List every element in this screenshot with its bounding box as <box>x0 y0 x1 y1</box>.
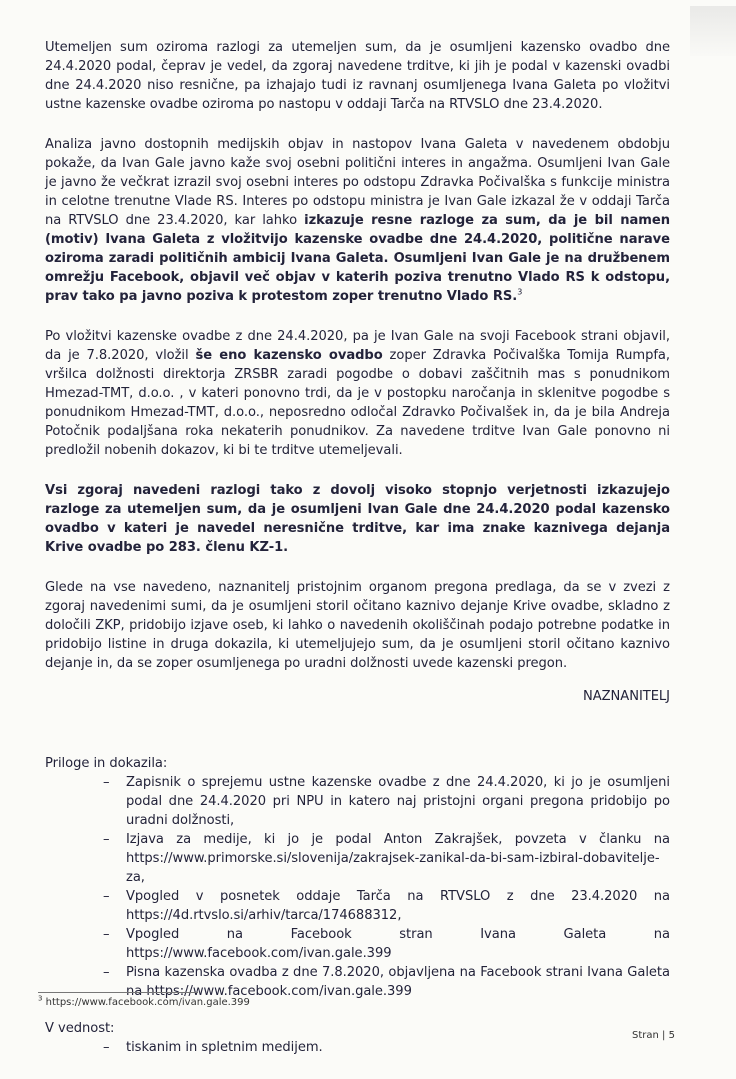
footnote-ref-3[interactable]: 3 <box>517 287 523 297</box>
paragraph-2 <box>45 135 670 306</box>
paragraph-2-text: Analiza javno dostopnih medijskih objav in nastopov Ivana Galeta v navedenem obdobju pokaže, da Ivan Gale javno kaže svoj osebni politični interes in angažma. Osumljeni Ivan Gale je javno že večkrat izrazil svoj osebni interes po odstopu Zdravka Počivalška s funkcije ministra in celotne trenutne Vlade RS. Interes po odstopu ministra je Ivan Gale izkazal že v oddaji Tarča na RTVSLO dne 23.4.2020, kar lahko <box>45 137 670 228</box>
paragraph-3-bold: še eno kazensko ovadbo <box>195 348 383 363</box>
attachment-text: Vpogled v posnetek oddaje Tarča na RTVSLO z dne 23.4.2020 na https://4d.rtvslo.si/arhiv/tarca/174688312, <box>126 889 670 923</box>
footnote-link[interactable]: https://www.facebook.com/ivan.gale.399 <box>45 997 250 1008</box>
paragraph-4-bold: Vsi zgoraj navedeni razlogi tako z dovolj visoko stopnjo verjetnosti izkazujejo razloge za utemeljen sum, da je osumljeni Ivan Gale dne 24.4.2020 podal kazensko ovadbo v kateri je navedel neresnične trditve, kar ima znake kaznivega dejanja Krive ovadbe po 283. členu KZ-1. <box>45 483 670 555</box>
attachment-text: Zapisnik o sprejemu ustne kazenske ovadbe z dne 24.4.2020, ki jo je osumljeni podal dne 24.4.2020 pri NPU in katero naj pristojni organi pregona pridobijo po uradni dolžnosti, <box>126 775 670 828</box>
attachment-item <box>45 925 670 963</box>
footnote-3 <box>38 994 250 1008</box>
dash-bullet: – <box>103 889 110 904</box>
attachment-text: Vpogled na Facebook stran Ivana Galeta na https://www.facebook.com/ivan.gale.399 <box>126 927 670 961</box>
cc-item <box>45 1038 670 1057</box>
attachment-item <box>45 887 670 925</box>
cc-list <box>45 1038 670 1057</box>
dash-bullet: – <box>103 927 110 942</box>
signature-label: NAZNANITELJ <box>582 689 670 704</box>
attachment-item <box>45 773 670 830</box>
attachments-title: Priloge in dokazila: <box>45 756 168 771</box>
footnote-divider <box>38 992 198 993</box>
scan-artifact <box>690 6 736 56</box>
attachment-text: Pisna kazenska ovadba z dne 7.8.2020, objavljena na Facebook strani Ivana Galeta na https://www.facebook.com/ivan.gale.399 <box>126 965 670 999</box>
dash-bullet: – <box>103 832 110 847</box>
paragraph-2-bold: izkazuje resne razloge za sum, da je bil namen (motiv) Ivana Galeta z vložitvijo kazenske ovadbe dne 24.4.2020, politične narave oziroma zaradi političnih ambicij Ivana Galeta. Osumljeni Ivan Gale je na družbenem omrežju Facebook, objavil več objav v katerih poziva trenutno Vlado RS k odstopu, prav tako pa javno poziva k protestom zoper trenutno Vlado RS. <box>45 213 670 304</box>
dash-bullet: – <box>103 1040 110 1055</box>
paragraph-1: Utemeljen sum oziroma razlogi za utemeljen sum, da je osumljeni kazensko ovadbo dne 24.4.2020 podal, čeprav je vedel, da zgoraj navedene trditve, ki jih je podal v kazenski ovadbi dne 24.4.2020 niso resnične, pa izhajajo tudi iz ravnanj osumljenega Ivana Galeta po vložitvi ustne kazenske ovadbe oziroma po nastopu v oddaji Tarča na RTVSLO dne 23.4.2020. <box>45 40 670 112</box>
paragraph-3-text-b: zoper Zdravka Počivalška Tomija Rumpfa, vršilca dolžnosti direktorja ZRSBR zaradi pogodbe o dobavi zaščitnih mas s ponudnikom Hmezad-TMT, d.o.o. , v kateri ponovno trdi, da je v postopku naročanja in sklenitve pogodbe s ponudnikom Hmezad-TMT, d.o.o., neposredno odločal Zdravko Počivalšek in, da je bila Andreja Potočnik podaljšana roka nekaterih ponudnikov. Za navedene trditve Ivan Gale ponovno ni predložil nobenih dokazov, ki bi te trditve utemeljevali. <box>45 348 670 458</box>
cc-title: V vednost: <box>45 1021 115 1036</box>
dash-bullet: – <box>103 775 110 790</box>
attachment-item <box>45 963 670 1001</box>
attachment-item <box>45 830 670 887</box>
paragraph-3 <box>45 327 670 460</box>
attachment-text: Izjava za medije, ki jo je podal Anton Zakrajšek, povzeta v članku na https://www.primorske.si/slovenija/zakrajsek-zanikal-da-bi-sam-izbiral-dobavitelje-za, <box>126 832 670 885</box>
dash-bullet: – <box>103 965 110 980</box>
cc-text: tiskanim in spletnim medijem. <box>126 1040 323 1055</box>
page-number: Stran | 5 <box>632 1030 675 1041</box>
paragraph-3-text-a: Po vložitvi kazenske ovadbe z dne 24.4.2020, pa je Ivan Gale na svoji Facebook strani objavil, da je 7.8.2020, vložil <box>45 329 670 363</box>
paragraph-5: Glede na vse navedeno, naznanitelj pristojnim organom pregona predlaga, da se v zvezi z zgoraj navedenimi sumi, da je osumljeni storil očitano kaznivo dejanje Krive ovadbe, skladno z določili ZKP, pridobijo izjave oseb, ki lahko o navedenih okoliščinah podajo potrebne podatke in pridobijo listine in druga dokazila, ki utemeljujejo sum, da je osumljeni storil očitano kaznivo dejanje in, da se zoper osumljenega po uradni dolžnosti uvede kazenski pregon. <box>45 580 670 671</box>
document-body <box>45 38 670 1057</box>
attachments-list <box>45 773 670 1001</box>
footnote-number: 3 <box>38 994 43 1003</box>
